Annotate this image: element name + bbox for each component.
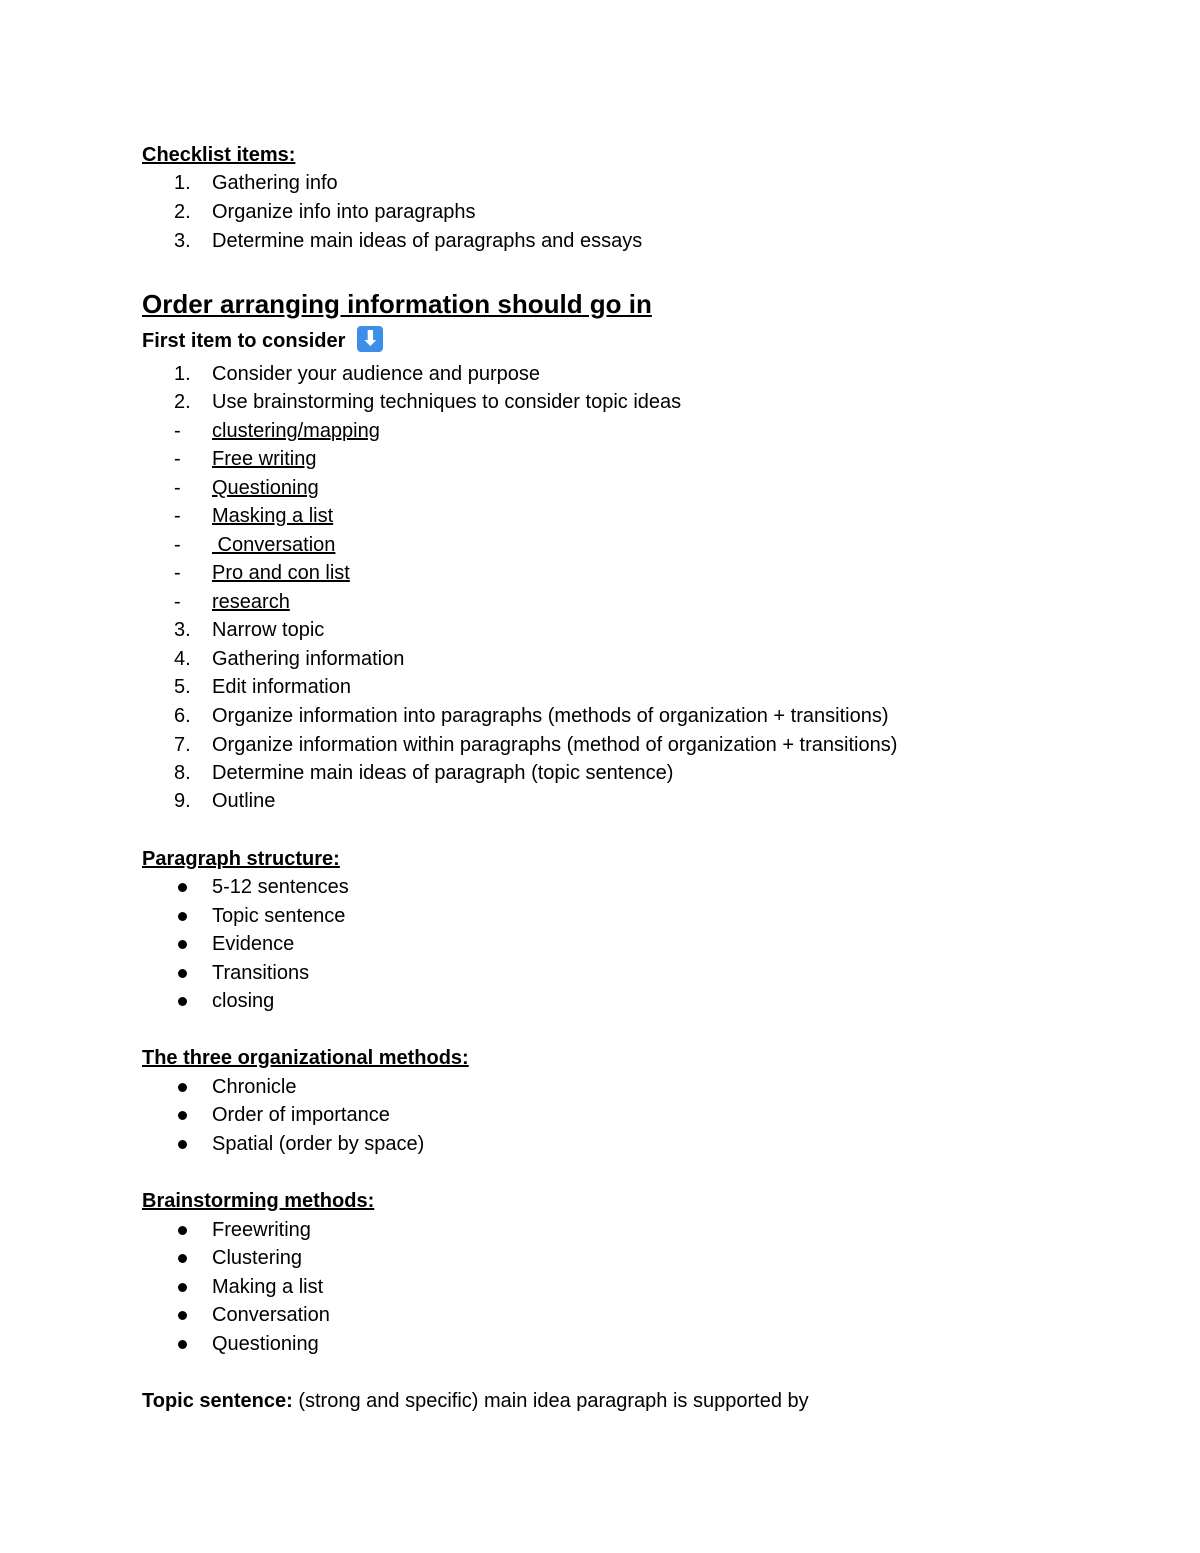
list-item-text: Masking a list (212, 505, 334, 527)
topic-sentence-text: (strong and specific) main idea paragraph is supported by (292, 1390, 809, 1412)
bullet-item (0, 930, 1200, 958)
checklist-heading: Checklist items: (142, 144, 296, 166)
bullet-item (0, 1273, 1200, 1301)
list-item (0, 502, 1200, 530)
list-marker: - (174, 505, 181, 527)
list-item-text: Gathering info (212, 172, 338, 194)
bullet-icon (178, 969, 187, 978)
list-marker: 2. (174, 201, 191, 223)
list-marker: 9. (174, 790, 191, 812)
list-marker: 8. (174, 762, 191, 784)
list-item (0, 702, 1200, 730)
list-item-text: Organize information into paragraphs (methods of organization + transitions) (212, 705, 889, 727)
bullet-item (0, 1330, 1200, 1358)
bullet-icon (178, 1283, 187, 1292)
list-item-text: Determine main ideas of paragraphs and essays (212, 230, 643, 252)
list-marker: - (174, 448, 181, 470)
first-item-subheading (142, 327, 383, 355)
bullet-icon (178, 997, 187, 1006)
list-item-text: Gathering information (212, 648, 405, 670)
list-item (0, 787, 1200, 815)
bullet-item (0, 959, 1200, 987)
list-item (0, 417, 1200, 445)
list-item (0, 673, 1200, 701)
bullet-item-text: Conversation (212, 1304, 330, 1326)
bullet-item-text: Making a list (212, 1276, 324, 1298)
bullet-item-text: Spatial (order by space) (212, 1133, 425, 1155)
list-marker: 3. (174, 619, 191, 641)
list-marker: 1. (174, 172, 191, 194)
list-item (0, 360, 1200, 388)
list-item-text: Outline (212, 790, 276, 812)
list-item-text: Organize information within paragraphs (method of organization + transitions) (212, 734, 898, 756)
bullet-icon (178, 912, 187, 921)
bullet-item-text: Topic sentence (212, 905, 346, 927)
list-item-text: Determine main ideas of paragraph (topic sentence) (212, 762, 674, 784)
bullet-icon (178, 1111, 187, 1120)
list-item-text: Use brainstorming techniques to consider topic ideas (212, 391, 682, 413)
bullet-item (0, 1101, 1200, 1129)
topic-sentence-label: Topic sentence: (142, 1390, 293, 1412)
order-heading: Order arranging information should go in (142, 289, 652, 319)
list-item-text: Narrow topic (212, 619, 325, 641)
list-marker: - (174, 562, 181, 584)
bullet-item (0, 1244, 1200, 1272)
list-item-text: Pro and con list (212, 562, 350, 584)
list-item (0, 388, 1200, 416)
list-marker: 6. (174, 705, 191, 727)
list-item (0, 198, 1200, 226)
list-item (0, 759, 1200, 787)
bullet-icon (178, 940, 187, 949)
list-item (0, 645, 1200, 673)
bullet-item (0, 902, 1200, 930)
bullet-item (0, 1216, 1200, 1244)
bullet-icon (178, 1311, 187, 1320)
org-methods-heading: The three organizational methods: (142, 1047, 469, 1069)
bullet-icon (178, 883, 187, 892)
bullet-icon (178, 1254, 187, 1263)
list-item-text: research (212, 591, 290, 613)
bullet-item-text: Chronicle (212, 1076, 297, 1098)
bullet-item-text: Transitions (212, 962, 310, 984)
list-item-text: Organize info into paragraphs (212, 201, 476, 223)
bullet-item (0, 987, 1200, 1015)
list-item (0, 588, 1200, 616)
bullet-item-text: Clustering (212, 1247, 303, 1269)
list-marker: - (174, 477, 181, 499)
arrow-down-icon: ⬇ (357, 326, 383, 352)
subheading-text: First item to consider (142, 330, 346, 352)
list-item-text: Edit information (212, 676, 351, 698)
brainstorming-heading: Brainstorming methods: (142, 1190, 375, 1212)
bullet-item (0, 1130, 1200, 1158)
paragraph-structure-heading: Paragraph structure: (142, 848, 340, 870)
bullet-icon (178, 1083, 187, 1092)
list-marker: - (174, 591, 181, 613)
bullet-item (0, 1073, 1200, 1101)
list-marker: - (174, 420, 181, 442)
list-item-text: Consider your audience and purpose (212, 363, 540, 385)
list-marker: - (174, 534, 181, 556)
bullet-item (0, 1301, 1200, 1329)
bullet-item-text: closing (212, 990, 275, 1012)
bullet-item-text: Evidence (212, 933, 295, 955)
list-marker: 5. (174, 676, 191, 698)
list-item (0, 559, 1200, 587)
list-item-text: Conversation (212, 534, 336, 556)
list-item (0, 227, 1200, 255)
list-item (0, 531, 1200, 559)
list-item (0, 474, 1200, 502)
list-item (0, 445, 1200, 473)
list-marker: 3. (174, 230, 191, 252)
list-item-text: Questioning (212, 477, 319, 499)
list-marker: 7. (174, 734, 191, 756)
list-marker: 2. (174, 391, 191, 413)
topic-sentence-line (142, 1387, 809, 1415)
bullet-item-text: Freewriting (212, 1219, 311, 1241)
bullet-icon (178, 1226, 187, 1235)
list-marker: 1. (174, 363, 191, 385)
list-item-text: clustering/mapping (212, 420, 380, 442)
list-item (0, 616, 1200, 644)
list-item (0, 731, 1200, 759)
list-marker: 4. (174, 648, 191, 670)
bullet-item-text: 5-12 sentences (212, 876, 349, 898)
bullet-item (0, 873, 1200, 901)
list-item (0, 169, 1200, 197)
list-item-text: Free writing (212, 448, 317, 470)
bullet-icon (178, 1140, 187, 1149)
bullet-icon (178, 1340, 187, 1349)
bullet-item-text: Order of importance (212, 1104, 390, 1126)
bullet-item-text: Questioning (212, 1333, 319, 1355)
